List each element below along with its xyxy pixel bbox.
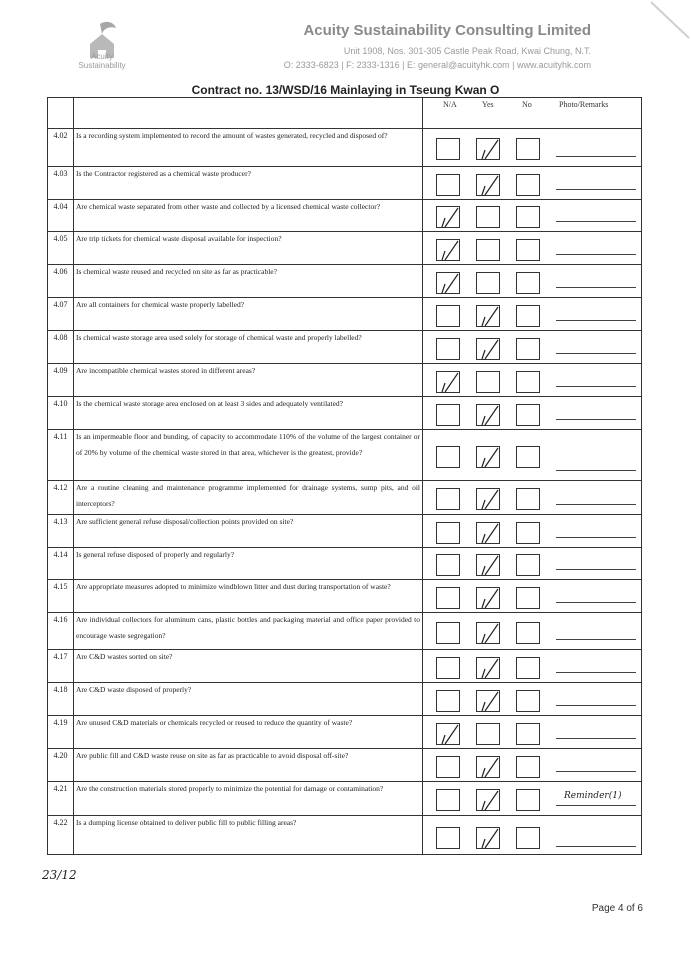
checkbox-yes[interactable] [476,622,500,644]
checkbox-yes[interactable] [476,554,500,576]
item-question: Is chemical waste storage area used solely for storage of chemical waste and properly labelled? [76,333,362,342]
checkbox-yes[interactable] [476,723,500,745]
item-number: 4.11 [53,432,68,441]
item-question: Are appropriate measures adopted to minimize windblown litter and dust during transportation of waste? [76,582,391,591]
checklist-row [48,480,641,514]
checklist-row [48,682,641,715]
checklist-row [48,514,641,547]
checkbox-na[interactable] [436,554,460,576]
check-mark-icon [439,273,459,295]
item-question: Are C&D waste disposed of properly? [76,685,192,694]
check-mark-icon [479,757,499,779]
check-mark-icon [479,658,499,680]
column-header-yes: Yes [482,100,494,109]
checklist-row [48,649,641,682]
checkbox-yes[interactable] [476,138,500,160]
check-mark-icon [479,339,499,361]
checkbox-yes[interactable] [476,690,500,712]
checkbox-no[interactable] [516,554,540,576]
item-question: Are individual collectors for aluminum cans, plastic bottles and packaging material and office paper provided to encourage waste segregation? [76,615,420,640]
checkbox-no[interactable] [516,305,540,327]
item-question: Are chemical waste separated from other waste and collected by a licensed chemical waste collector? [76,202,381,211]
column-header-no: No [522,100,532,109]
check-mark-icon [439,207,459,229]
item-number: 4.06 [53,267,68,276]
checkbox-na[interactable] [436,138,460,160]
checkbox-no[interactable] [516,404,540,426]
checkbox-yes[interactable] [476,657,500,679]
checkbox-yes[interactable] [476,827,500,849]
checklist-row [48,297,641,330]
handwritten-date: 23/12 [42,868,77,882]
item-number: 4.12 [53,483,68,492]
item-question: Is a dumping license obtained to deliver public fill to public filling areas? [76,818,297,827]
item-question: Are public fill and C&D waste reuse on site as far as practicable to avoid disposal off-site? [76,751,349,760]
checkbox-na[interactable] [436,488,460,510]
company-address: Unit 1908, Nos. 301-305 Castle Peak Road, Kwai Chung, N.T. [343,46,591,56]
remarks-field[interactable] [556,287,636,288]
remarks-field[interactable] [556,419,636,420]
checkbox-yes[interactable] [476,522,500,544]
checkbox-yes[interactable] [476,305,500,327]
item-number: 4.09 [53,366,68,375]
checkbox-na[interactable] [436,522,460,544]
remarks-field[interactable] [556,386,636,387]
checkbox-na[interactable] [436,206,460,228]
checkbox-na[interactable] [436,587,460,609]
item-number: 4.17 [53,652,68,661]
checkbox-no[interactable] [516,690,540,712]
company-name: Acuity Sustainability Consulting Limited [303,22,591,39]
check-mark-icon [439,240,459,262]
checkbox-no[interactable] [516,723,540,745]
checkbox-yes[interactable] [476,587,500,609]
item-number: 4.10 [53,399,68,408]
remark-text: Reminder(1) [564,791,622,801]
page-number: Page 4 of 6 [591,903,643,914]
checkbox-na[interactable] [436,305,460,327]
item-question: Are unused C&D materials or chemicals recycled or reused to reduce the quantity of waste? [76,718,353,727]
checklist-row [48,579,641,612]
check-mark-icon [479,306,499,328]
item-question: Is chemical waste reused and recycled on site as far as practicable? [76,267,277,276]
checklist-row [48,363,641,396]
checkbox-no[interactable] [516,338,540,360]
item-question: Is general refuse disposed of properly and regularly? [76,550,235,559]
checklist-row [48,547,641,579]
remarks-field[interactable] [556,672,636,673]
item-question: Are incompatible chemical wastes stored in different areas? [76,366,256,375]
checklist-row [48,748,641,781]
checkbox-no[interactable] [516,488,540,510]
remarks-field[interactable] [556,705,636,706]
checkbox-yes[interactable] [476,371,500,393]
checkbox-no[interactable] [516,174,540,196]
checkbox-na[interactable] [436,371,460,393]
check-mark-icon [479,175,499,197]
checkbox-no[interactable] [516,206,540,228]
check-mark-icon [479,405,499,427]
remarks-field[interactable] [556,504,636,505]
page-corner-fold-icon [641,0,691,40]
item-question: Are all containers for chemical waste properly labelled? [76,300,245,309]
check-mark-icon [479,523,499,545]
item-question: Are sufficient general refuse disposal/collection points provided on site? [76,517,294,526]
check-mark-icon [479,691,499,713]
remarks-field[interactable] [556,771,636,772]
checkbox-no[interactable] [516,522,540,544]
check-mark-icon [479,623,499,645]
item-number: 4.13 [53,517,68,526]
check-mark-icon [439,724,459,746]
company-contact: O: 2333-6823 | F: 2333-1316 | E: general@acuityhk.com | www.acuityhk.com [283,60,591,70]
checklist-row [48,166,641,199]
item-number: 4.22 [53,818,68,827]
item-question: Is the chemical waste storage area enclosed on at least 3 sides and adequately ventilated? [76,399,343,408]
checkbox-yes[interactable] [476,338,500,360]
item-number: 4.08 [53,333,68,342]
checkbox-no[interactable] [516,756,540,778]
checklist-row [48,715,641,748]
checkbox-yes[interactable] [476,174,500,196]
check-mark-icon [479,588,499,610]
item-question: Is a recording system implemented to record the amount of wastes generated, recycled and disposed of? [76,131,388,140]
checkbox-na[interactable] [436,789,460,811]
checkbox-na[interactable] [436,338,460,360]
item-question: Are C&D wastes sorted on site? [76,652,173,661]
checkbox-yes[interactable] [476,756,500,778]
checkbox-na[interactable] [436,622,460,644]
logo-wordmark: Acuity Sustainability [78,52,126,70]
remarks-field[interactable] [556,221,636,222]
checkbox-yes[interactable] [476,404,500,426]
check-mark-icon [479,555,499,577]
remarks-field[interactable] [556,846,636,847]
checkbox-na[interactable] [436,174,460,196]
checkbox-no[interactable] [516,587,540,609]
item-number: 4.15 [53,582,68,591]
checklist-row [48,128,641,166]
item-number: 4.20 [53,751,68,760]
checkbox-na[interactable] [436,756,460,778]
checkbox-yes[interactable] [476,789,500,811]
checklist-row [48,231,641,264]
item-number: 4.04 [53,202,68,211]
item-question: Are trip tickets for chemical waste disposal available for inspection? [76,234,282,243]
checklist-row [48,396,641,429]
check-mark-icon [439,372,459,394]
checklist-row [48,330,641,363]
checkbox-yes[interactable] [476,446,500,468]
checkbox-no[interactable] [516,827,540,849]
remarks-field[interactable] [556,156,636,157]
check-mark-icon [479,828,499,850]
item-number: 4.07 [53,300,68,309]
column-header-na: N/A [443,100,457,109]
checkbox-na[interactable] [436,827,460,849]
item-number: 4.05 [53,234,68,243]
item-number: 4.19 [53,718,68,727]
checkbox-no[interactable] [516,789,540,811]
item-number: 4.18 [53,685,68,694]
checkbox-no[interactable] [516,272,540,294]
checklist-row [48,429,641,480]
checkbox-no[interactable] [516,138,540,160]
remarks-field[interactable] [556,569,636,570]
item-number: 4.14 [53,550,68,559]
checkbox-no[interactable] [516,371,540,393]
item-question: Is the Contractor registered as a chemical waste producer? [76,169,251,178]
item-number: 4.03 [53,169,68,178]
checkbox-na[interactable] [436,272,460,294]
checkbox-no[interactable] [516,622,540,644]
checklist-row [48,199,641,231]
remarks-field[interactable] [556,537,636,538]
checkbox-no[interactable] [516,239,540,261]
contract-title: Contract no. 13/WSD/16 Mainlaying in Tseung Kwan O [191,83,500,97]
item-question: Is an impermeable floor and bunding, of capacity to accommodate 110% of the volume of the largest container or of 20% by volume of the chemical waste stored in that area, whichever is the greatest, provide? [76,432,420,457]
checklist-row [48,815,641,856]
checklist-table [47,97,642,855]
check-mark-icon [479,489,499,511]
item-number: 4.21 [53,784,68,793]
remarks-field[interactable] [556,738,636,739]
remarks-field[interactable] [556,353,636,354]
remarks-field[interactable] [556,805,636,806]
checkbox-na[interactable] [436,239,460,261]
checkbox-no[interactable] [516,657,540,679]
item-question: Are a routine cleaning and maintenance programme implemented for drainage systems, sump pits, and oil interceptors? [76,483,420,508]
checkbox-na[interactable] [436,446,460,468]
remarks-field[interactable] [556,602,636,603]
remarks-field[interactable] [556,320,636,321]
item-question: Are the construction materials stored properly to minimize the potential for damage or contamination? [76,784,384,793]
checklist-row [48,781,641,815]
check-mark-icon [479,790,499,812]
checklist-row [48,264,641,297]
checkbox-yes[interactable] [476,206,500,228]
remarks-field[interactable] [556,189,636,190]
item-number: 4.16 [53,615,68,624]
checkbox-yes[interactable] [476,488,500,510]
checkbox-yes[interactable] [476,272,500,294]
checkbox-na[interactable] [436,723,460,745]
check-mark-icon [479,139,499,161]
checkbox-na[interactable] [436,657,460,679]
remarks-field[interactable] [556,470,636,471]
checklist-row [48,612,641,649]
checkbox-na[interactable] [436,404,460,426]
check-mark-icon [479,447,499,469]
checkbox-na[interactable] [436,690,460,712]
checkbox-yes[interactable] [476,239,500,261]
remarks-field[interactable] [556,254,636,255]
remarks-field[interactable] [556,639,636,640]
column-header-remarks: Photo/Remarks [559,100,609,109]
checkbox-no[interactable] [516,446,540,468]
item-number: 4.02 [53,131,68,140]
